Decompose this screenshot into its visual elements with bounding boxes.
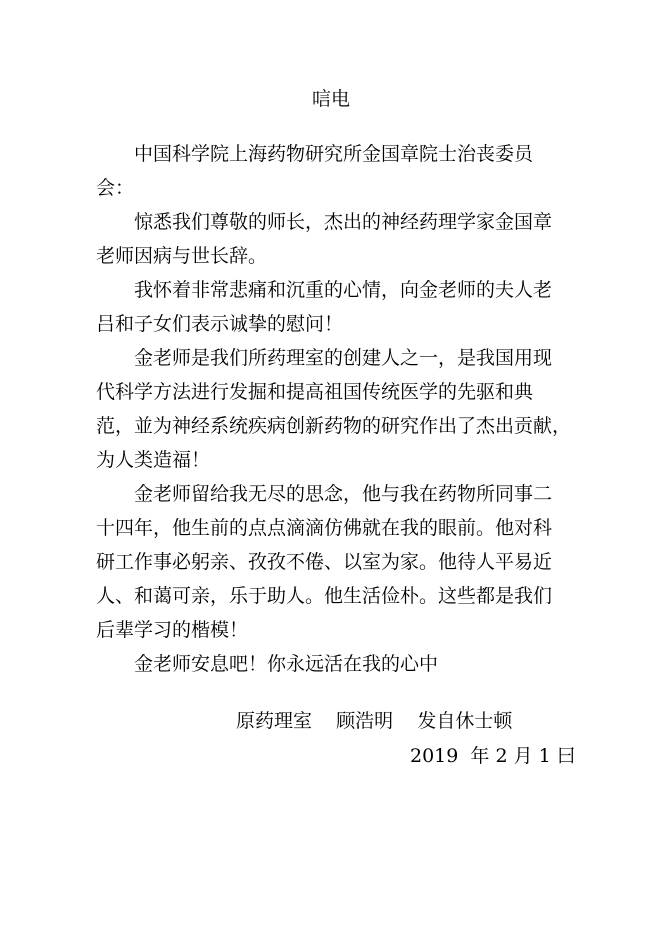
date-line: 2019 年 2 月 1 曰: [410, 745, 576, 767]
body-paragraph-3: 金老师是我们所药理室的创建人之一，是我国用现 代科学方法进行发掘和提高祖国传统医学的先驱和典 范，並为神经系统疾病创新药物的研究作出了杰出贡献， 为人类造福！: [96, 347, 572, 471]
document-title: 唁电: [311, 88, 350, 110]
letter-body: [96, 137, 580, 681]
body-paragraph-4: 金老师留给我无尽的思念，他与我在药物所同事二 十四年，他生前的点点滴滴仿佛就在我的眼前。他对科 研工作事必躬亲、孜孜不倦、以室为家。他待人平易近 人、和蔼可亲，乐于助人。他生活俭朴。这些都是我们 后辈学习的楷模！: [96, 483, 553, 641]
body-paragraph-1: 惊悉我们尊敬的师长，杰出的神经药理学家金国章 老师因病与世长辞。: [96, 211, 553, 267]
salutation-paragraph: 中国科学院上海药物研究所金国章院士治丧委员 会：: [96, 143, 534, 199]
closing-paragraph: 金老师安息吧！你永远活在我的心中: [134, 653, 439, 675]
body-paragraph-2: 我怀着非常悲痛和沉重的心情，向金老师的夫人老 吕和子女们表示诚挚的慰问！: [96, 279, 553, 335]
signature-line: 原药理室 顾浩明 发自休士顿: [236, 710, 513, 732]
